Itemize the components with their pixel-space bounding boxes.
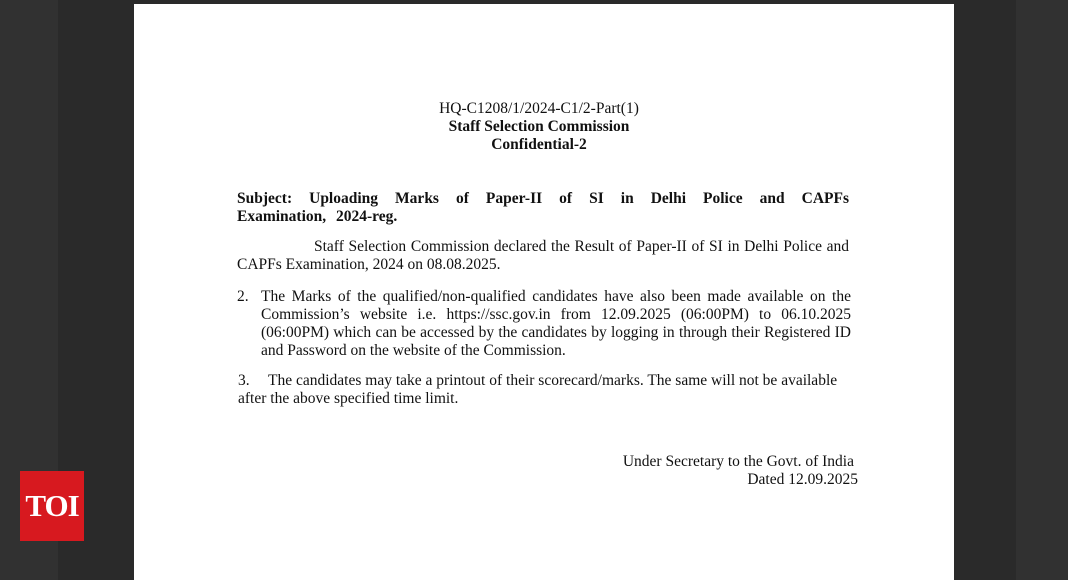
document-page [134, 4, 954, 580]
viewer-margin-right [1016, 0, 1068, 580]
organization-name: Staff Selection Commission [448, 118, 630, 135]
paragraph-1: Staff Selection Commission declared the Result of Paper-II of SI in Delhi Police and CAPFs Examination, 2024 on 08.08.2025. [237, 238, 849, 273]
reference-number: HQ-C1208/1/2024-C1/2-Part(1) [439, 100, 639, 117]
paragraph-2-text: The Marks of the qualified/non-qualified candidates have also been made available on the Commission’s website i.e. https://ssc.gov.in from 12.09.2025 (06:00PM) to 06.10.2025 (06:00PM) which can be accessed by the candidates by logging in through their Registered ID and Password on the website of the Commission. [261, 288, 851, 359]
toi-logo-text: TOI [25, 488, 79, 523]
signature-date: Dated 12.09.2025 [747, 471, 858, 488]
classification-label: Confidential-2 [491, 136, 587, 153]
paragraph-2-number: 2. [237, 288, 249, 305]
subject-line: Subject: Uploading Marks of Paper-II of SI in Delhi Police and CAPFs Examination, 2024-reg. [237, 190, 849, 225]
signature-block [594, 453, 858, 489]
toi-logo [20, 471, 84, 541]
paragraph-2 [237, 288, 851, 360]
paragraph-3-text: The candidates may take a printout of their scorecard/marks. The same will not be available after the above specified time limit. [238, 372, 838, 407]
viewer-gutter-right [954, 0, 1016, 580]
paragraph-3-number: 3. [238, 372, 250, 389]
signatory-designation: Under Secretary to the Govt. of India [622, 453, 854, 470]
paragraph-3 [238, 372, 850, 408]
document-header [134, 100, 944, 154]
